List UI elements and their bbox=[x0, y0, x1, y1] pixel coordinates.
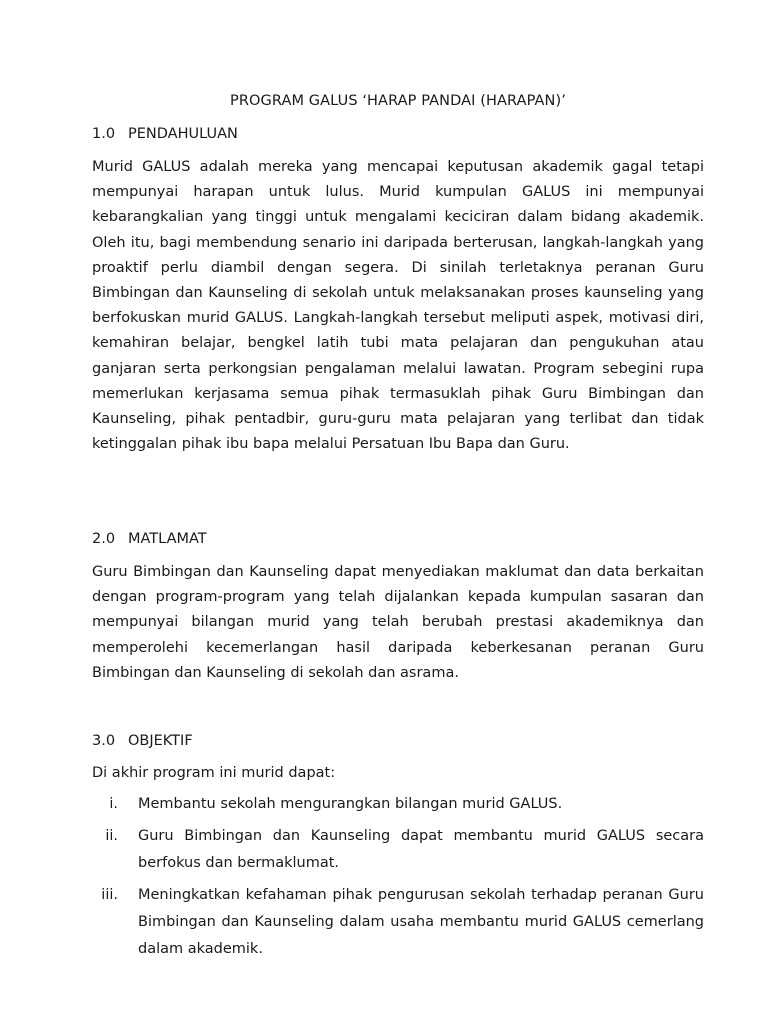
section-heading-matlamat bbox=[92, 529, 207, 549]
document-title: PROGRAM GALUS ‘HARAP PANDAI (HARAPAN)’ bbox=[230, 93, 566, 109]
section-title: PENDAHULUAN bbox=[128, 126, 238, 142]
section-title: OBJEKTIF bbox=[128, 733, 193, 749]
section-number: 2.0 bbox=[92, 531, 116, 547]
section-body-matlamat: Guru Bimbingan dan Kaunseling dapat menyediakan maklumat dan data berkaitan dengan program-program yang telah dijalankan kepada kumpulan sasaran dan mempunyai bilangan murid yang telah berubah prestasi akademiknya dan memperolehi kecemerlangan hasil daripada keberkesanan peranan Guru Bimbingan dan Kaunseling di sekolah dan asrama. bbox=[92, 564, 704, 681]
objective-text: Membantu sekolah mengurangkan bilangan murid GALUS. bbox=[138, 796, 563, 812]
list-marker: i. bbox=[109, 796, 118, 812]
section-title: MATLAMAT bbox=[128, 531, 207, 547]
section-heading-objektif bbox=[92, 731, 193, 751]
section-number: 1.0 bbox=[92, 126, 116, 142]
list-marker: ii. bbox=[105, 828, 118, 844]
objective-intro: Di akhir program ini murid dapat: bbox=[92, 765, 336, 781]
objective-text: Guru Bimbingan dan Kaunseling dapat membantu murid GALUS secara berfokus dan bermaklumat. bbox=[138, 828, 704, 871]
section-body-pendahuluan: Murid GALUS adalah mereka yang mencapai keputusan akademik gagal tetapi mempunyai harapan untuk lulus. Murid kumpulan GALUS ini mempunyai kebarangkalian yang tinggi untuk mengalami keciciran dalam bidang akademik. Oleh itu, bagi membendung senario ini daripada berterusan, langkah-langkah yang proaktif perlu diambil dengan segera. Di sinilah terletaknya peranan Guru Bimbingan dan Kaunseling di sekolah untuk melaksanakan proses kaunseling yang berfokuskan murid GALUS. Langkah-langkah tersebut meliputi aspek, motivasi diri, kemahiran belajar, bengkel latih tubi mata pelajaran dan pengukuhan atau ganjaran serta perkongsian pengalaman melalui lawatan. Program sebegini rupa memerlukan kerjasama semua pihak termasuklah pihak Guru Bimbingan dan Kaunseling, pihak pentadbir, guru-guru mata pelajaran yang terlibat dan tidak ketinggalan pihak ibu bapa melalui Persatuan Ibu Bapa dan Guru. bbox=[92, 159, 704, 453]
objective-text: Meningkatkan kefahaman pihak pengurusan sekolah terhadap peranan Guru Bimbingan dan Kaunseling dalam usaha membantu murid GALUS cemerlang dalam akademik. bbox=[138, 887, 704, 957]
section-number: 3.0 bbox=[92, 733, 116, 749]
list-marker: iii. bbox=[101, 887, 118, 903]
section-heading-pendahuluan bbox=[92, 124, 238, 144]
